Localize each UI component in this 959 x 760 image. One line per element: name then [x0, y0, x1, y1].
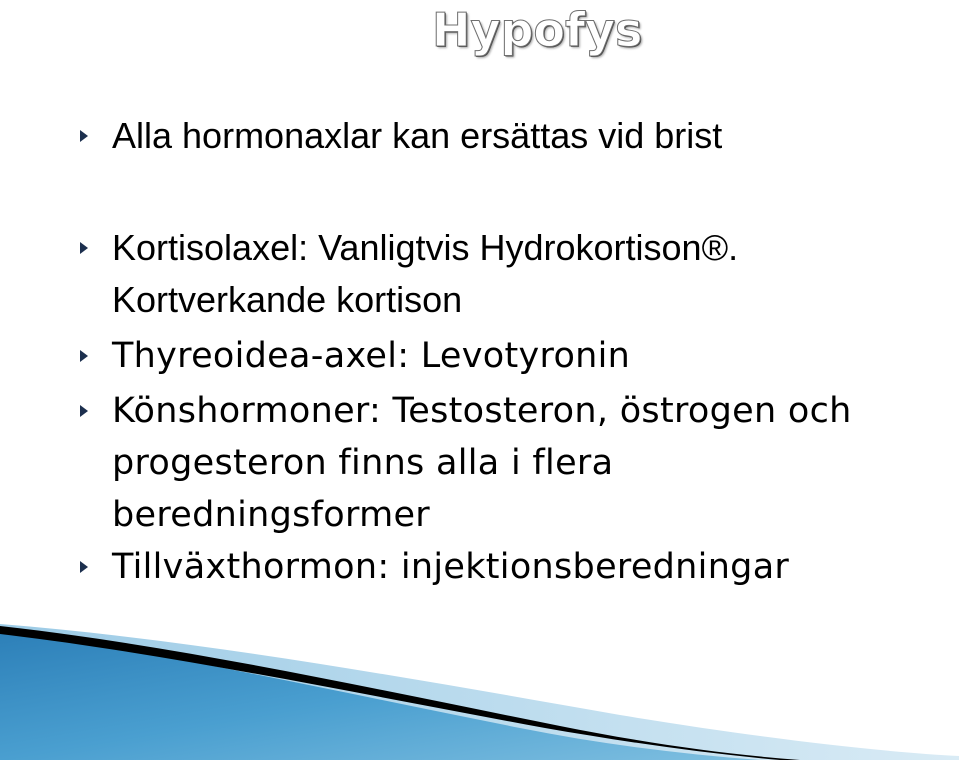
bullet-text-3: [112, 330, 630, 382]
bottom-wave-decoration: [0, 620, 959, 760]
bullet-text-2: [112, 222, 738, 326]
bullet-2-line-2: Kortverkande kortison: [112, 279, 463, 320]
triangle-right-icon: [80, 561, 88, 573]
bullet-4-line-1: Könshormoner: Testosteron, östrogen och: [112, 391, 852, 431]
bullet-text-4: [112, 385, 852, 541]
bullet-1-line-1: Alla hormonaxlar kan ersättas vid brist: [112, 115, 723, 156]
bullet-4-line-3: beredningsformer: [112, 495, 430, 535]
triangle-right-icon: [80, 350, 88, 362]
triangle-right-icon: [80, 242, 88, 254]
bullet-3-line-1: Thyreoidea-axel: Levotyronin: [112, 336, 631, 376]
bullet-2-line-1: Kortisolaxel: Vanligtvis Hydrokortison®.: [112, 227, 739, 268]
bullet-text-1: [112, 110, 722, 162]
triangle-right-icon: [80, 405, 88, 417]
slide-title: Hypofys: [432, 3, 643, 57]
bullet-text-5: [112, 541, 789, 593]
triangle-right-icon: [80, 130, 88, 142]
bullet-4-line-2: progesteron finns alla i flera: [112, 443, 614, 483]
bullet-5-line-1: Tillväxthormon: injektionsberedningar: [112, 547, 790, 587]
